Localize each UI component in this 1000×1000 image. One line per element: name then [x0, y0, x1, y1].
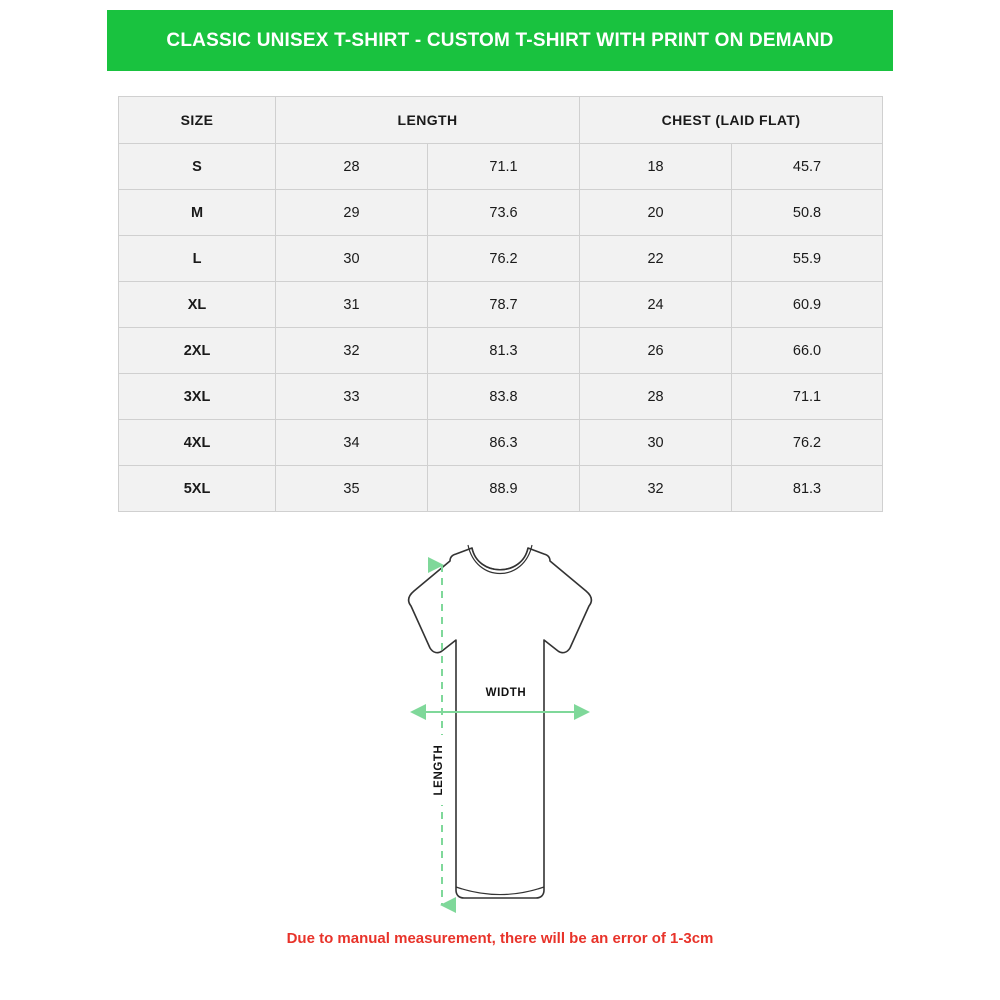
cell-chest-cm: 66.0 — [732, 328, 883, 374]
cell-size: XL — [119, 282, 276, 328]
table-row — [119, 282, 883, 328]
tshirt-diagram — [300, 535, 700, 925]
table-row — [119, 374, 883, 420]
cell-chest-cm: 45.7 — [732, 144, 883, 190]
cell-chest-in: 32 — [580, 466, 732, 512]
cell-chest-in: 20 — [580, 190, 732, 236]
cell-length-cm: 86.3 — [428, 420, 580, 466]
cell-size: 4XL — [119, 420, 276, 466]
cell-length-cm: 83.8 — [428, 374, 580, 420]
table-row — [119, 190, 883, 236]
cell-size: L — [119, 236, 276, 282]
cell-size: S — [119, 144, 276, 190]
cell-chest-cm: 76.2 — [732, 420, 883, 466]
cell-length-in: 28 — [276, 144, 428, 190]
cell-chest-in: 22 — [580, 236, 732, 282]
cell-length-cm: 78.7 — [428, 282, 580, 328]
width-label: WIDTH — [485, 687, 527, 699]
cell-chest-in: 30 — [580, 420, 732, 466]
cell-chest-in: 18 — [580, 144, 732, 190]
cell-size: M — [119, 190, 276, 236]
cell-chest-in: 28 — [580, 374, 732, 420]
cell-length-in: 32 — [276, 328, 428, 374]
table-row — [119, 236, 883, 282]
length-label: LENGTH — [433, 744, 445, 796]
table-row — [119, 144, 883, 190]
header-banner — [107, 10, 893, 71]
size-chart-table — [118, 96, 883, 512]
cell-length-in: 29 — [276, 190, 428, 236]
cell-length-cm: 81.3 — [428, 328, 580, 374]
cell-length-cm: 73.6 — [428, 190, 580, 236]
cell-size: 5XL — [119, 466, 276, 512]
cell-chest-cm: 50.8 — [732, 190, 883, 236]
cell-length-in: 33 — [276, 374, 428, 420]
column-header-size: SIZE — [119, 97, 276, 144]
table-header-row — [119, 97, 883, 144]
cell-chest-cm: 71.1 — [732, 374, 883, 420]
table-row — [119, 328, 883, 374]
cell-length-in: 35 — [276, 466, 428, 512]
cell-length-cm: 88.9 — [428, 466, 580, 512]
measurement-note: Due to manual measurement, there will be an error of 1-3cm — [286, 930, 714, 947]
table-row — [119, 466, 883, 512]
cell-size: 3XL — [119, 374, 276, 420]
cell-length-cm: 71.1 — [428, 144, 580, 190]
table-row — [119, 420, 883, 466]
cell-chest-cm: 60.9 — [732, 282, 883, 328]
page-title: CLASSIC UNISEX T-SHIRT - CUSTOM T-SHIRT WITH PRINT ON DEMAND — [166, 29, 834, 51]
tshirt-outline-icon — [409, 548, 592, 898]
cell-chest-cm: 55.9 — [732, 236, 883, 282]
cell-length-in: 34 — [276, 420, 428, 466]
table-body — [119, 144, 883, 512]
cell-size: 2XL — [119, 328, 276, 374]
column-header-chest: CHEST (LAID FLAT) — [580, 97, 883, 144]
cell-chest-in: 26 — [580, 328, 732, 374]
cell-length-in: 30 — [276, 236, 428, 282]
cell-length-in: 31 — [276, 282, 428, 328]
cell-chest-cm: 81.3 — [732, 466, 883, 512]
column-header-length: LENGTH — [276, 97, 580, 144]
cell-chest-in: 24 — [580, 282, 732, 328]
table-header — [119, 97, 883, 144]
cell-length-cm: 76.2 — [428, 236, 580, 282]
